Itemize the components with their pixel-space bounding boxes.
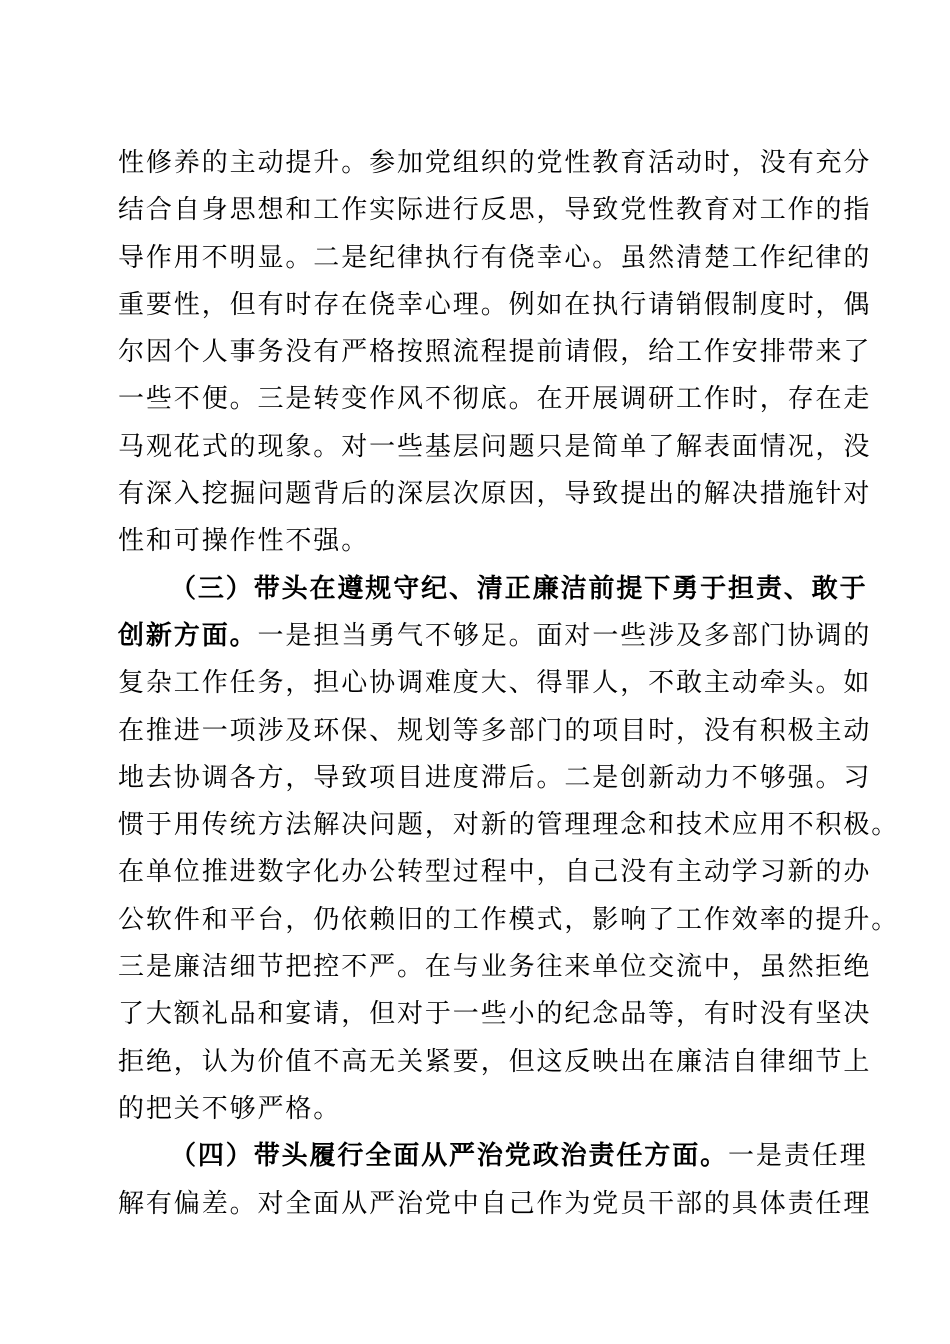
paragraph-text: 三是廉洁细节把控不严。在与业务往来单位交流中，虽然拒绝	[118, 952, 872, 983]
paragraph-text: 尔因个人事务没有严格按照流程提前请假，给工作安排带来了	[118, 337, 872, 368]
section-heading-text: 创新方面。	[118, 620, 258, 651]
paragraph-text: 的把关不够严格。	[118, 1093, 342, 1124]
paragraph-text: 马观花式的现象。对一些基层问题只是简单了解表面情况，没	[118, 431, 872, 462]
paragraph-text: 复杂工作任务，担心协调难度大、得罪人，不敢主动牵头。如	[118, 668, 872, 699]
text-line	[118, 187, 872, 234]
paragraph-text: 拒绝，认为价值不高无关紧要，但这反映出在廉洁自律细节上	[118, 1046, 872, 1077]
paragraph-text: 性和可操作性不强。	[118, 526, 370, 557]
text-line	[118, 944, 872, 991]
text-line	[118, 471, 872, 518]
paragraph-text: 重要性，但有时存在侥幸心理。例如在执行请销假制度时，偶	[118, 289, 872, 320]
text-line	[118, 897, 900, 944]
paragraph-text: 有深入挖掘问题背后的深层次原因，导致提出的解决措施针对	[118, 479, 872, 510]
text-line	[118, 1086, 830, 1133]
text-line	[118, 755, 872, 802]
paragraph-text: 地去协调各方，导致项目进度滞后。二是创新动力不够强。习	[118, 762, 872, 793]
text-line	[118, 613, 872, 660]
text-line	[118, 1039, 872, 1086]
text-line	[118, 235, 872, 282]
text-line	[118, 1181, 872, 1228]
text-line	[118, 566, 868, 613]
paragraph-text: 公软件和平台，仍依赖旧的工作模式，影响了工作效率的提升。	[118, 904, 900, 935]
paragraph-text: 解有偏差。对全面从严治党中自己作为党员干部的具体责任理	[118, 1188, 872, 1219]
body-text	[118, 140, 900, 1228]
text-line	[118, 708, 872, 755]
text-line	[118, 424, 872, 471]
text-line	[118, 849, 872, 896]
paragraph-text: 性修养的主动提升。参加党组织的党性教育活动时，没有充分	[118, 148, 872, 178]
section-heading-text: （四）带头履行全面从严治党政治责任方面。	[170, 1141, 729, 1172]
text-line	[118, 282, 872, 329]
paragraph-text: 一是责任理	[728, 1141, 868, 1172]
paragraph-text: 惯于用传统方法解决问题，对新的管理理念和技术应用不积极。	[118, 810, 900, 841]
paragraph-text: 导作用不明显。二是纪律执行有侥幸心。虽然清楚工作纪律的	[118, 242, 872, 273]
paragraph-text: 一些不便。三是转变作风不彻底。在开展调研工作时，存在走	[118, 384, 872, 415]
text-line	[118, 660, 872, 707]
paragraph-text: 一是担当勇气不够足。面对一些涉及多部门协调的	[257, 620, 872, 651]
paragraph-text: 在推进一项涉及环保、规划等多部门的项目时，没有积极主动	[118, 715, 872, 746]
text-line	[118, 518, 830, 565]
text-line	[118, 376, 872, 423]
paragraph-text: 在单位推进数字化办公转型过程中，自己没有主动学习新的办	[118, 857, 872, 888]
paragraph-text: 结合自身思想和工作实际进行反思，导致党性教育对工作的指	[118, 195, 872, 226]
text-line	[118, 1133, 868, 1180]
text-line	[118, 991, 872, 1038]
text-line	[118, 802, 900, 849]
paragraph-text: 了大额礼品和宴请，但对于一些小的纪念品等，有时没有坚决	[118, 999, 872, 1030]
text-line	[118, 329, 872, 376]
text-line	[118, 140, 872, 187]
section-heading-text: （三）带头在遵规守纪、清正廉洁前提下勇于担责、敢于	[170, 573, 868, 604]
